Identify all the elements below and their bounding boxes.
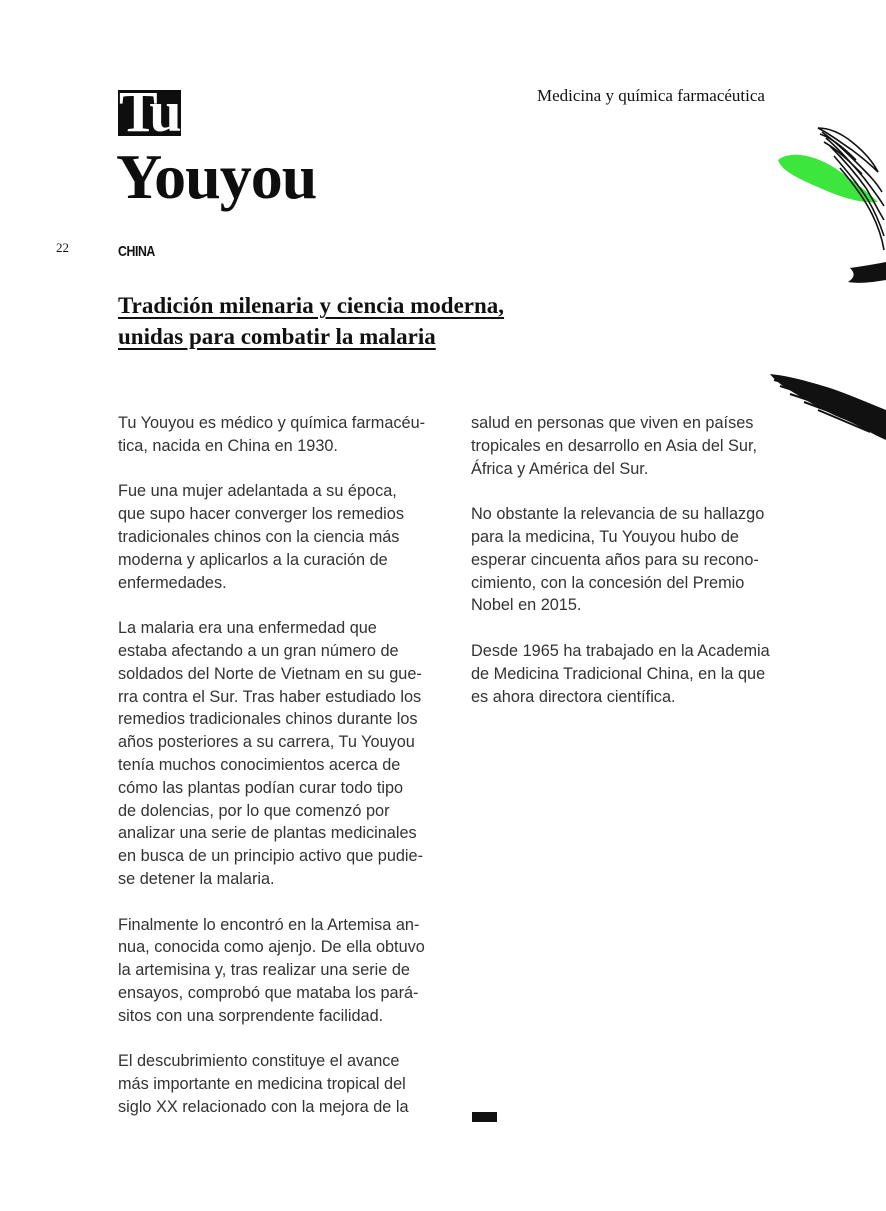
text-line: tropicales en desarrollo en Asia del Sur,	[471, 436, 757, 455]
subtitle-line-1: Tradición milenaria y ciencia moderna,	[118, 293, 505, 318]
name-first-block	[118, 90, 181, 136]
text-line: tica, nacida en China en 1930.	[118, 436, 338, 455]
text-line: años posteriores a su carrera, Tu Youyou	[118, 733, 415, 752]
end-mark	[472, 1112, 497, 1122]
paragraph	[471, 503, 806, 617]
text-line: El descubrimiento constituye el avance	[118, 1052, 400, 1071]
paragraph	[118, 914, 453, 1028]
section-label: Medicina y química farmacéutica	[537, 86, 765, 105]
text-line: cómo las plantas podían curar todo tipo	[118, 778, 404, 797]
text-line: La malaria era una enfermedad que	[118, 619, 377, 638]
text-line: África y América del Sur.	[471, 459, 649, 478]
paragraph	[118, 480, 453, 594]
paragraph	[471, 640, 806, 708]
text-line: estaba afectando a un gran número de	[118, 641, 399, 660]
text-line: Desde 1965 ha trabajado en la Academia	[471, 641, 770, 660]
paragraph	[471, 412, 806, 480]
text-line: ensayos, comprobó que mataba los pará-	[118, 983, 419, 1002]
text-line: enfermedades.	[118, 573, 227, 592]
body-right-column	[471, 412, 806, 731]
text-line: sitos con una sorprendente facilidad.	[118, 1006, 384, 1025]
text-line: más importante en medicina tropical del	[118, 1075, 406, 1094]
text-line: nua, conocida como ajenjo. De ella obtuvo	[118, 938, 425, 957]
text-line: soldados del Norte de Vietnam en su gue-	[118, 664, 422, 683]
text-line: en busca de un principio activo que pudie-	[118, 847, 424, 866]
body-left-column	[118, 412, 453, 1142]
text-line: rra contra el Sur. Tras haber estudiado los	[118, 687, 422, 706]
text-line: Nobel en 2015.	[471, 596, 582, 615]
text-line: Finalmente lo encontró en la Artemisa an-	[118, 915, 420, 934]
text-line: tradicionales chinos con la ciencia más	[118, 527, 400, 546]
black-brush-mid	[848, 262, 886, 283]
subtitle-line-2: unidas para combatir la malaria	[118, 324, 436, 349]
text-line: para la medicina, Tu Youyou hubo de	[471, 527, 739, 546]
text-line: la artemisina y, tras realizar una serie de	[118, 961, 410, 980]
text-line: que supo hacer converger los remedios	[118, 505, 404, 524]
text-line: salud en personas que viven en países	[471, 414, 754, 432]
green-brush-stroke	[778, 155, 878, 203]
text-line: Fue una mujer adelantada a su época,	[118, 482, 397, 501]
text-line: siglo XX relacionado con la mejora de la	[118, 1097, 409, 1116]
subtitle	[118, 290, 598, 352]
text-line: de Medicina Tradicional China, en la que	[471, 664, 766, 683]
text-line: de dolencias, por lo que comenzó por	[118, 801, 390, 820]
page-number: 22	[56, 240, 69, 255]
ink-brush-decoration	[760, 120, 886, 450]
text-line: No obstante la relevancia de su hallazgo	[471, 505, 765, 524]
text-line: moderna y aplicarlos a la curación de	[118, 550, 388, 569]
text-line: cimiento, con la concesión del Premio	[471, 573, 745, 592]
text-line: remedios tradicionales chinos durante los	[118, 710, 418, 729]
text-line: analizar una serie de plantas medicinales	[118, 824, 417, 843]
text-line: se detener la malaria.	[118, 869, 275, 888]
text-line: es ahora directora científica.	[471, 687, 676, 706]
first-name: Tu	[119, 90, 179, 136]
paragraph	[118, 617, 453, 891]
paragraph	[118, 1050, 453, 1118]
text-line: Tu Youyou es médico y química farmacéu-	[118, 414, 426, 432]
country-label: CHINA	[118, 243, 155, 260]
name-last: Youyou	[116, 141, 317, 212]
paragraph	[118, 412, 453, 458]
text-line: esperar cincuenta años para su recono-	[471, 550, 759, 569]
text-line: tenía muchos conocimientos acerca de	[118, 755, 401, 774]
